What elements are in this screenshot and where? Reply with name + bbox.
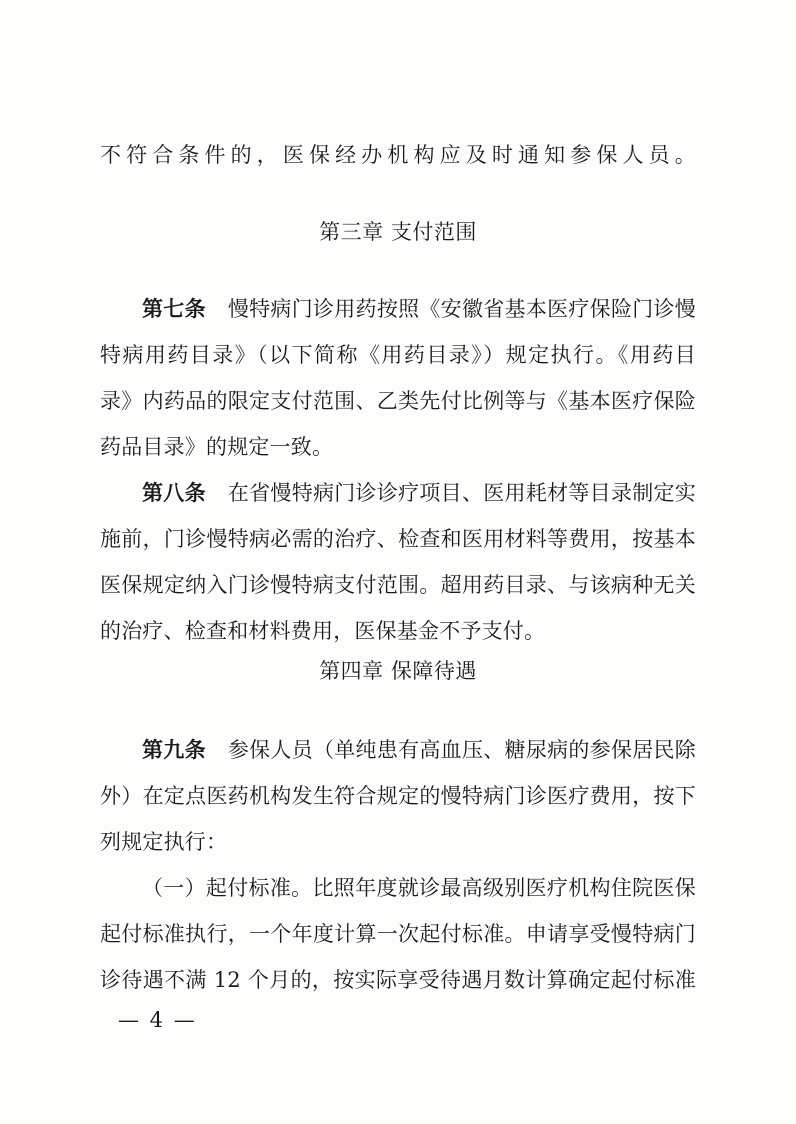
article-7-line-1 [142, 289, 696, 329]
item-1-line-1: （一）起付标准。比照年度就诊最高级别医疗机构住院医保 [142, 876, 696, 900]
paragraph-line: 不符合条件的，医保经办机构应及时通知参保人员。 [100, 143, 696, 167]
article-9-line-2: 外）在定点医药机构发生符合规定的慢特病门诊医疗费用，按下 [100, 784, 696, 808]
chapter-4-heading: 第四章 保障待遇 [319, 659, 477, 683]
article-7-line-2: 特病用药目录》（以下简称《用药目录》）规定执行。《用药目 [100, 343, 696, 367]
article-7-label: 第七条 [142, 297, 206, 321]
article-7-line-4: 药品目录》的规定一致。 [100, 435, 334, 459]
article-9-line-1 [142, 730, 696, 770]
article-8-text: 在省慢特病门诊诊疗项目、医用耗材等目录制定实 [227, 481, 696, 505]
article-9-label: 第九条 [142, 738, 206, 762]
chapter-3-heading: 第三章 支付范围 [319, 220, 477, 244]
article-9-text: 参保人员（单纯患有高血压、糖尿病的参保居民除 [227, 738, 696, 762]
article-8-line-4: 的治疗、检查和材料费用，医保基金不予支付。 [100, 619, 546, 643]
article-8-label: 第八条 [142, 481, 206, 505]
article-7-text: 慢特病门诊用药按照《安徽省基本医疗保险门诊慢 [227, 297, 696, 321]
article-9-line-3: 列规定执行： [100, 830, 228, 854]
article-8-line-2: 施前，门诊慢特病必需的治疗、检查和医用材料等费用，按基本 [100, 527, 696, 551]
item-1-line-2: 起付标准执行，一个年度计算一次起付标准。申请享受慢特病门 [100, 922, 696, 946]
article-7-line-3: 录》内药品的限定支付范围、乙类先付比例等与《基本医疗保险 [100, 389, 696, 413]
article-8-line-3: 医保规定纳入门诊慢特病支付范围。超用药目录、与该病种无关 [100, 573, 696, 597]
article-8-line-1 [142, 473, 696, 513]
item-1-line-3: 诊待遇不满 12 个月的，按实际享受待遇月数计算确定起付标准 [100, 968, 696, 992]
page-number: — 4 — [118, 1008, 197, 1032]
